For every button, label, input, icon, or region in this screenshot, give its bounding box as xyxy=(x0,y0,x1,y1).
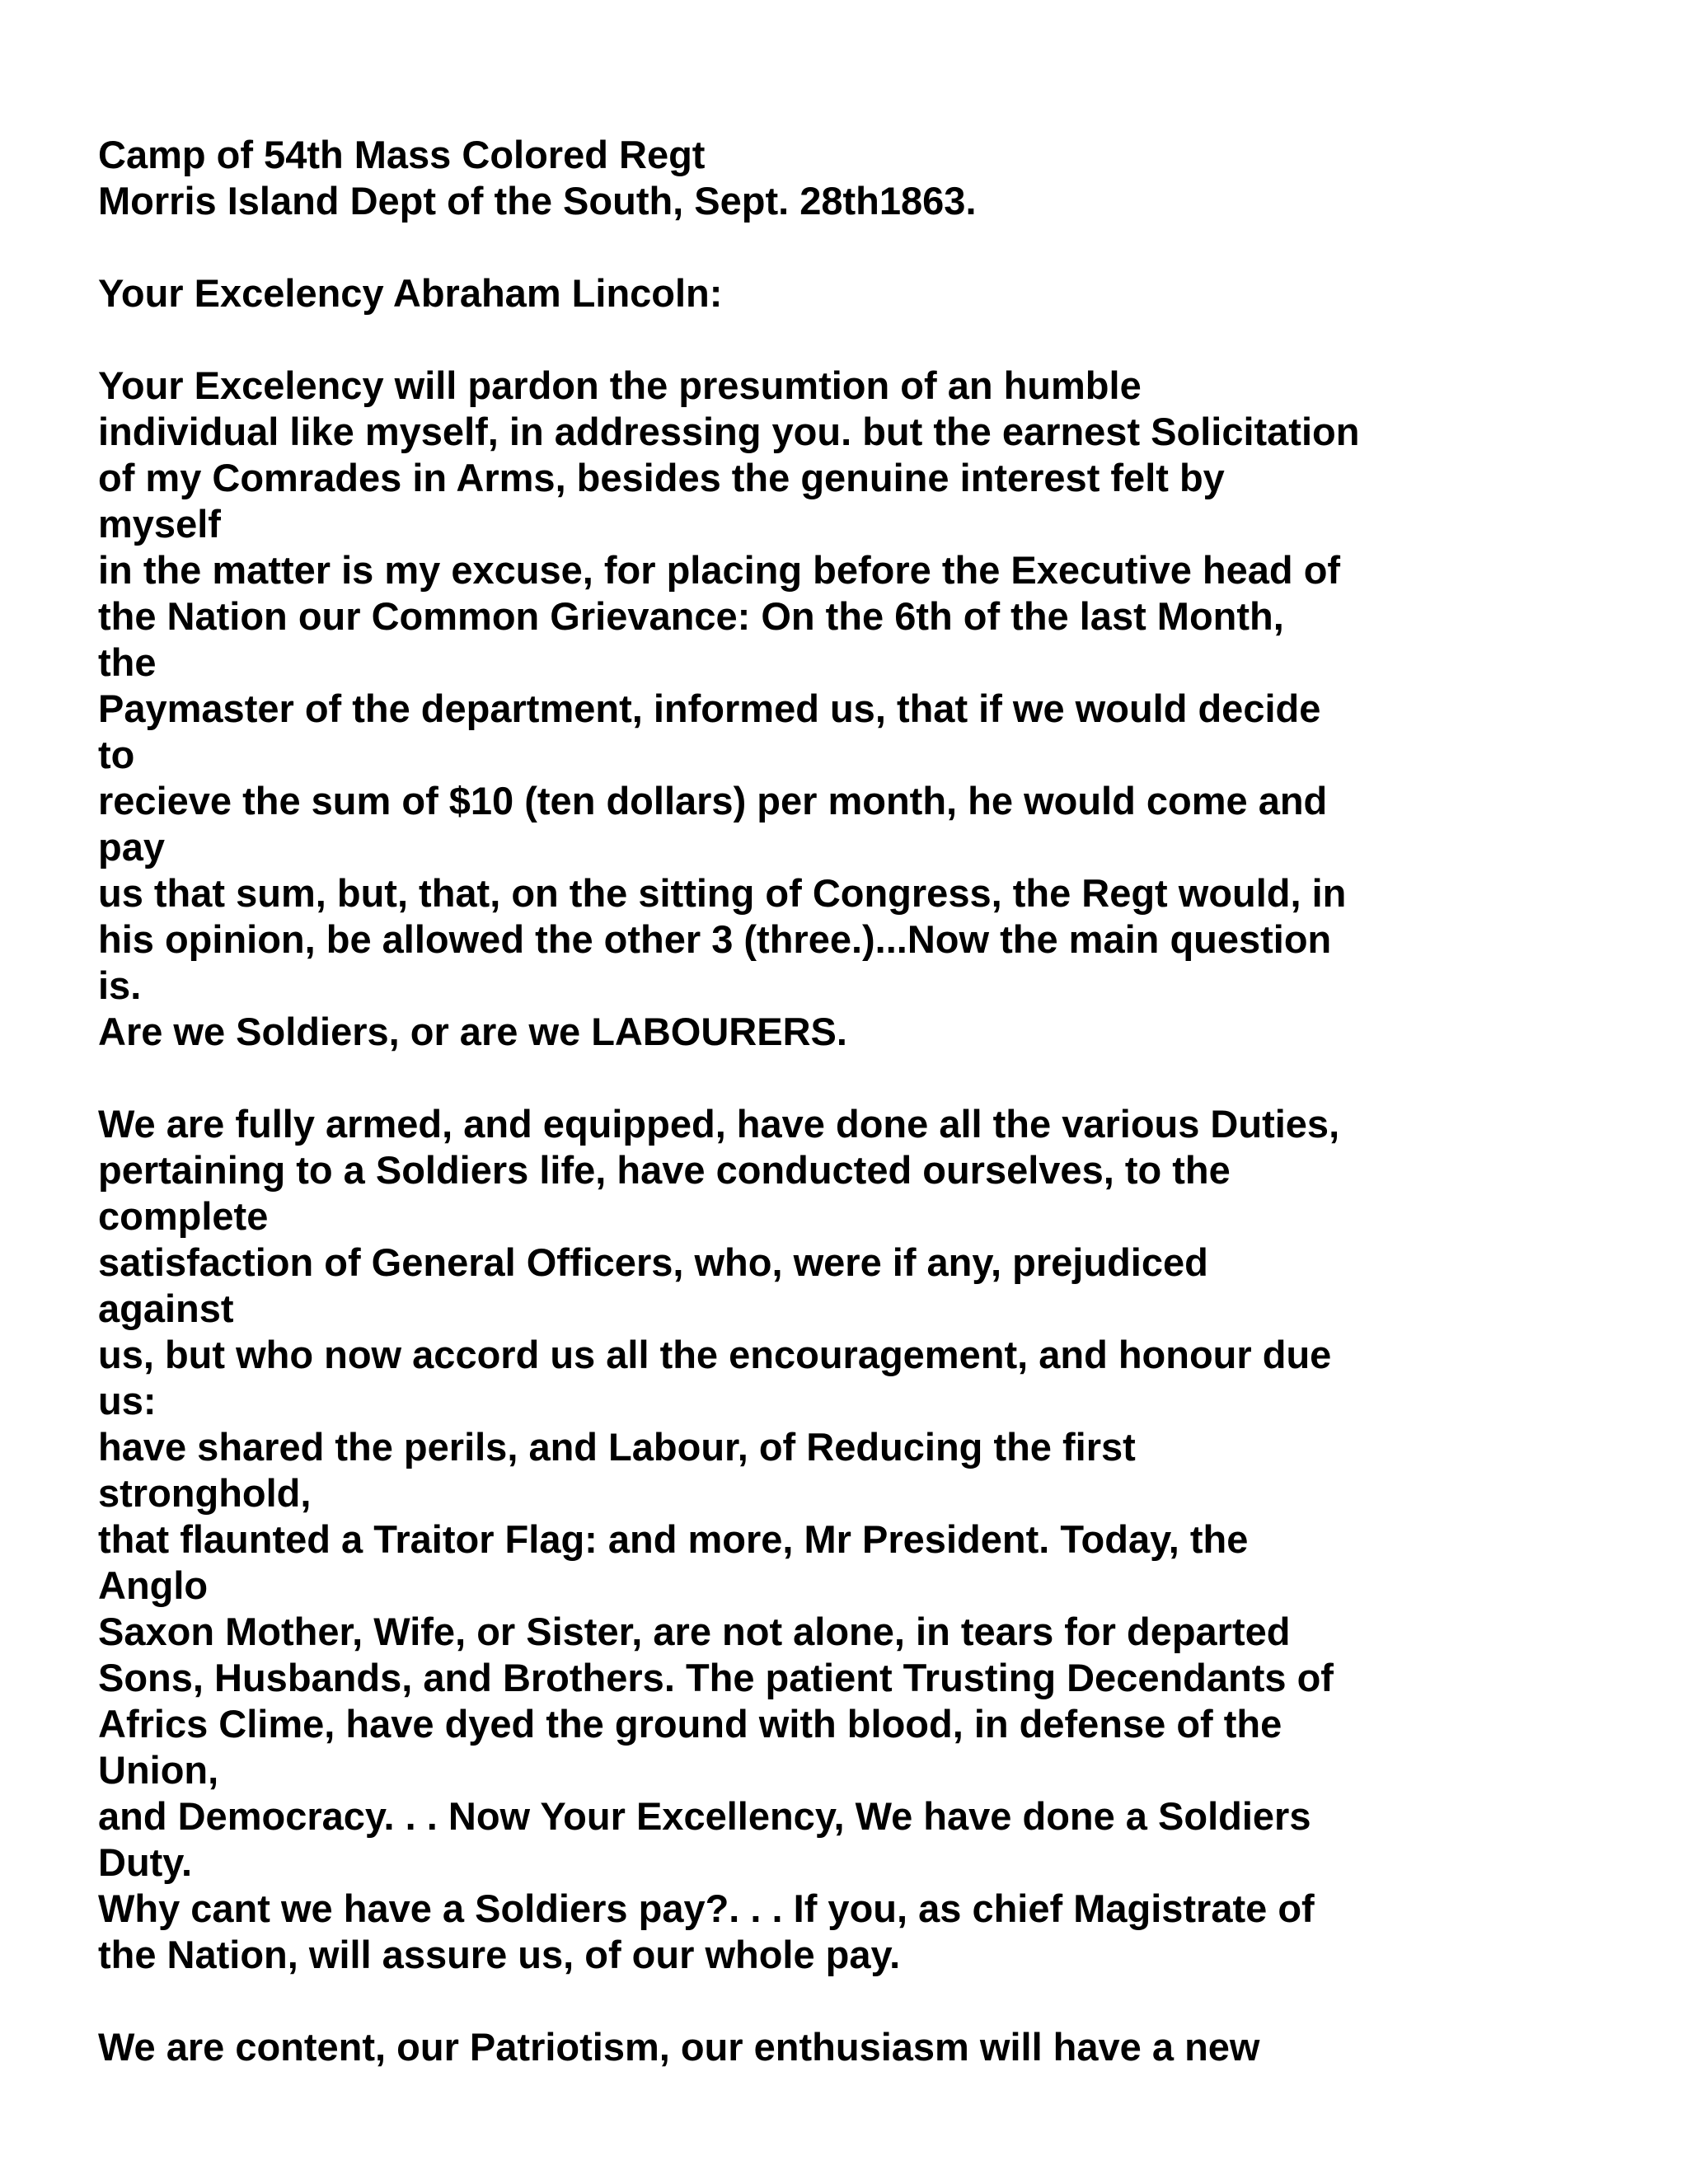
text-line: us that sum, but, that, on the sitting of Congress, the Regt would, in xyxy=(98,871,1347,915)
text-line: Africs Clime, have dyed the ground with blood, in defense of the xyxy=(98,1702,1282,1746)
paragraph-3 xyxy=(98,2024,1631,2070)
text-line: pay xyxy=(98,825,165,869)
text-line: against xyxy=(98,1286,234,1330)
text-line: myself xyxy=(98,502,221,546)
salutation: Your Excelency Abraham Lincoln: xyxy=(98,271,723,315)
text-line: Anglo xyxy=(98,1563,209,1607)
text-line: Sons, Husbands, and Brothers. The patient Trusting Decendants of xyxy=(98,1656,1334,1699)
text-line: recieve the sum of $10 (ten dollars) per month, he would come and xyxy=(98,779,1328,823)
letter-body xyxy=(98,132,1631,2070)
text-line: Are we Soldiers, or are we LABOURERS. xyxy=(98,1010,847,1053)
text-line: Saxon Mother, Wife, or Sister, are not alone, in tears for departed xyxy=(98,1610,1291,1653)
text-line: in the matter is my excuse, for placing before the Executive head of xyxy=(98,548,1341,592)
text-line: to xyxy=(98,733,135,776)
text-line: and Democracy. . . Now Your Excellency, We have done a Soldiers xyxy=(98,1794,1311,1838)
blank-line xyxy=(98,316,1631,363)
text-line: Why cant we have a Soldiers pay?. . . If you, as chief Magistrate of xyxy=(98,1886,1315,1930)
text-line: pertaining to a Soldiers life, have conducted ourselves, to the xyxy=(98,1148,1231,1192)
text-line: We are fully armed, and equipped, have done all the various Duties, xyxy=(98,1102,1340,1146)
text-line: satisfaction of General Officers, who, were if any, prejudiced xyxy=(98,1240,1208,1284)
text-line: the xyxy=(98,640,157,684)
text-line: Duty. xyxy=(98,1840,193,1884)
text-line: his opinion, be allowed the other 3 (three.)...Now the main question xyxy=(98,917,1332,961)
text-line: Union, xyxy=(98,1748,219,1792)
blank-line xyxy=(98,224,1631,270)
text-line: the Nation, will assure us, of our whole pay. xyxy=(98,1933,901,1976)
blank-line xyxy=(98,1978,1631,2024)
text-line: individual like myself, in addressing you. but the earnest Solicitation xyxy=(98,410,1360,453)
text-line: is. xyxy=(98,963,142,1007)
text-line: stronghold, xyxy=(98,1471,312,1515)
blank-line xyxy=(98,1055,1631,1101)
text-line: us: xyxy=(98,1379,157,1422)
paragraph-2 xyxy=(98,1101,1631,1978)
text-line: complete xyxy=(98,1194,269,1238)
text-line: We are content, our Patriotism, our enthusiasm will have a new xyxy=(98,2025,1260,2069)
text-line: Paymaster of the department, informed us, that if we would decide xyxy=(98,687,1321,730)
paragraph-1 xyxy=(98,363,1631,1055)
text-line: the Nation our Common Grievance: On the 6th of the last Month, xyxy=(98,594,1284,638)
heading-line-location-date: Morris Island Dept of the South, Sept. 28th1863. xyxy=(98,179,977,223)
text-line: that flaunted a Traitor Flag: and more, Mr President. Today, the xyxy=(98,1517,1249,1561)
text-line: Your Excelency will pardon the presumtion of an humble xyxy=(98,363,1142,407)
text-line: us, but who now accord us all the encouragement, and honour due xyxy=(98,1333,1332,1376)
text-line: have shared the perils, and Labour, of Reducing the first xyxy=(98,1425,1136,1469)
heading-line-camp: Camp of 54th Mass Colored Regt xyxy=(98,133,706,176)
text-line: of my Comrades in Arms, besides the genuine interest felt by xyxy=(98,456,1225,499)
